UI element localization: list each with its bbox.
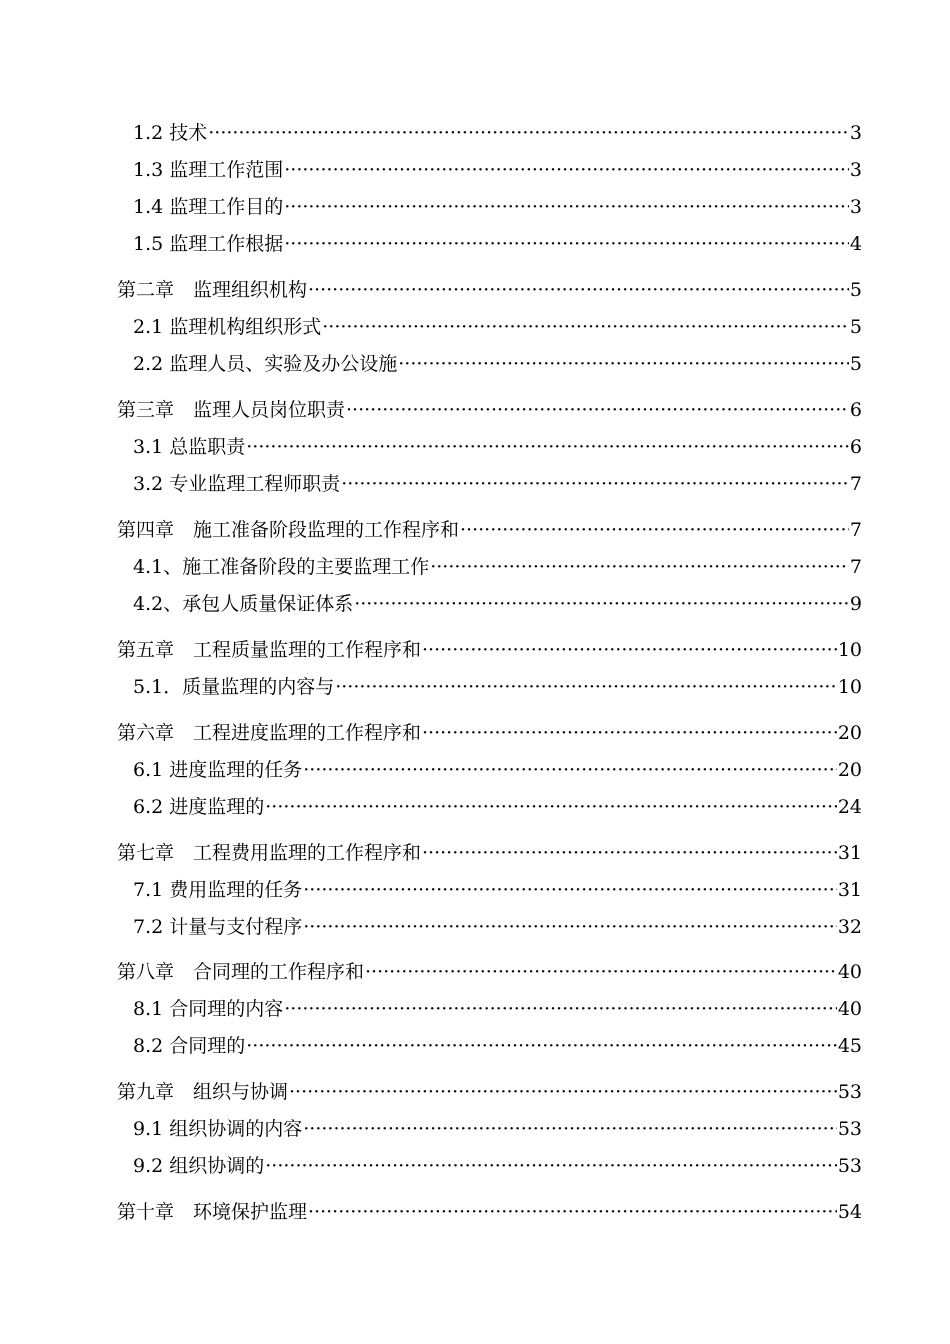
toc-chapter-label: 第九章 组织与协调 bbox=[117, 1081, 289, 1103]
toc-page-number: 4 bbox=[849, 233, 862, 255]
toc-entry-7-2[interactable] bbox=[133, 913, 862, 941]
toc-leader-dots bbox=[341, 470, 849, 498]
toc-leader-dots bbox=[265, 1152, 837, 1180]
toc-page-number: 31 bbox=[837, 842, 862, 864]
toc-page-number: 6 bbox=[849, 399, 862, 421]
toc-entry-6-1[interactable] bbox=[133, 756, 862, 784]
toc-chapter-4[interactable] bbox=[117, 516, 862, 544]
toc-page-number: 53 bbox=[837, 1081, 862, 1103]
toc-leader-dots bbox=[430, 553, 849, 581]
toc-page-number: 10 bbox=[837, 676, 862, 698]
toc-entry-label: 9.1 组织协调的内容 bbox=[133, 1118, 303, 1140]
toc-leader-dots bbox=[365, 958, 837, 986]
toc-entry-label: 7.1 费用监理的任务 bbox=[133, 879, 303, 901]
toc-entry-1-4[interactable] bbox=[133, 193, 862, 221]
toc-leader-dots bbox=[322, 313, 849, 341]
toc-entry-4-1[interactable] bbox=[133, 553, 862, 581]
toc-page-number: 6 bbox=[849, 436, 862, 458]
toc-entry-label: 3.2 专业监理工程师职责 bbox=[133, 473, 341, 495]
toc-entry-label: 1.3 监理工作范围 bbox=[133, 159, 284, 181]
toc-leader-dots bbox=[289, 1078, 837, 1106]
toc-entry-label: 2.1 监理机构组织形式 bbox=[133, 316, 322, 338]
toc-leader-dots bbox=[284, 995, 837, 1023]
toc-leader-dots bbox=[303, 1115, 837, 1143]
toc-entry-label: 9.2 组织协调的 bbox=[133, 1155, 265, 1177]
toc-leader-dots bbox=[335, 673, 837, 701]
toc-chapter-10[interactable] bbox=[117, 1198, 862, 1226]
toc-leader-dots bbox=[422, 636, 837, 664]
toc-entry-7-1[interactable] bbox=[133, 876, 862, 904]
toc-entry-2-1[interactable] bbox=[133, 313, 862, 341]
toc-leader-dots bbox=[398, 350, 849, 378]
toc-page-number: 5 bbox=[849, 316, 862, 338]
toc-page-number: 20 bbox=[837, 722, 862, 744]
toc-entry-label: 4.1、施工准备阶段的主要监理工作 bbox=[133, 556, 430, 578]
toc-entry-label: 4.2、承包人质量保证体系 bbox=[133, 593, 354, 615]
toc-chapter-9[interactable] bbox=[117, 1078, 862, 1106]
toc-entry-9-2[interactable] bbox=[133, 1152, 862, 1180]
toc-chapter-label: 第二章 监理组织机构 bbox=[117, 279, 308, 301]
toc-chapter-label: 第十章 环境保护监理 bbox=[117, 1201, 308, 1223]
toc-page-number: 3 bbox=[849, 122, 862, 144]
toc-chapter-3[interactable] bbox=[117, 396, 862, 424]
toc-leader-dots bbox=[354, 590, 849, 618]
toc-leader-dots bbox=[303, 876, 837, 904]
toc-chapter-8[interactable] bbox=[117, 958, 862, 986]
toc-page-number: 40 bbox=[837, 998, 862, 1020]
toc-entry-label: 6.2 进度监理的 bbox=[133, 796, 265, 818]
toc-leader-dots bbox=[246, 1032, 837, 1060]
toc-entry-6-2[interactable] bbox=[133, 793, 862, 821]
toc-entry-label: 1.2 技术 bbox=[133, 122, 208, 144]
toc-leader-dots bbox=[246, 433, 849, 461]
toc-entry-1-3[interactable] bbox=[133, 156, 862, 184]
toc-chapter-5[interactable] bbox=[117, 636, 862, 664]
toc-chapter-label: 第三章 监理人员岗位职责 bbox=[117, 399, 346, 421]
toc-leader-dots bbox=[422, 719, 837, 747]
toc-entry-label: 7.2 计量与支付程序 bbox=[133, 916, 303, 938]
toc-entry-label: 2.2 监理人员、实验及办公设施 bbox=[133, 353, 398, 375]
toc-entry-8-2[interactable] bbox=[133, 1032, 862, 1060]
toc-leader-dots bbox=[460, 516, 849, 544]
toc-entry-label: 3.1 总监职责 bbox=[133, 436, 246, 458]
toc-page-number: 7 bbox=[849, 473, 862, 495]
toc-leader-dots bbox=[308, 1198, 837, 1226]
toc-leader-dots bbox=[303, 756, 837, 784]
toc-chapter-label: 第八章 合同理的工作程序和 bbox=[117, 961, 365, 983]
toc-chapter-label: 第六章 工程进度监理的工作程序和 bbox=[117, 722, 422, 744]
toc-entry-label: 6.1 进度监理的任务 bbox=[133, 759, 303, 781]
toc-page-number: 53 bbox=[837, 1155, 862, 1177]
toc-page-number: 31 bbox=[837, 879, 862, 901]
toc-page-number: 7 bbox=[849, 519, 862, 541]
toc-chapter-label: 第七章 工程费用监理的工作程序和 bbox=[117, 842, 422, 864]
toc-leader-dots bbox=[284, 230, 849, 258]
toc-page-number: 3 bbox=[849, 196, 862, 218]
toc-entry-label: 8.1 合同理的内容 bbox=[133, 998, 284, 1020]
toc-chapter-2[interactable] bbox=[117, 276, 862, 304]
toc-page-number: 10 bbox=[837, 639, 862, 661]
toc-entry-1-2[interactable] bbox=[133, 119, 862, 147]
toc-entry-9-1[interactable] bbox=[133, 1115, 862, 1143]
toc-entry-3-1[interactable] bbox=[133, 433, 862, 461]
toc-page-number: 24 bbox=[837, 796, 862, 818]
toc-page-number: 53 bbox=[837, 1118, 862, 1140]
toc-entry-3-2[interactable] bbox=[133, 470, 862, 498]
toc-page-number: 9 bbox=[849, 593, 862, 615]
toc-entry-4-2[interactable] bbox=[133, 590, 862, 618]
toc-leader-dots bbox=[303, 913, 837, 941]
toc-page-number: 5 bbox=[849, 279, 862, 301]
toc-leader-dots bbox=[208, 119, 849, 147]
toc-page-number: 40 bbox=[837, 961, 862, 983]
toc-entry-label: 5.1．质量监理的内容与 bbox=[133, 676, 335, 698]
toc-page-number: 45 bbox=[837, 1035, 862, 1057]
toc-chapter-6[interactable] bbox=[117, 719, 862, 747]
toc-page-number: 5 bbox=[849, 353, 862, 375]
toc-leader-dots bbox=[346, 396, 849, 424]
toc-entry-label: 8.2 合同理的 bbox=[133, 1035, 246, 1057]
toc-entry-8-1[interactable] bbox=[133, 995, 862, 1023]
toc-entry-1-5[interactable] bbox=[133, 230, 862, 258]
toc-page-number: 7 bbox=[849, 556, 862, 578]
toc-page-number: 54 bbox=[837, 1201, 862, 1223]
toc-leader-dots bbox=[284, 156, 849, 184]
toc-leader-dots bbox=[284, 193, 849, 221]
toc-leader-dots bbox=[422, 839, 837, 867]
toc-page-number: 3 bbox=[849, 159, 862, 181]
toc-leader-dots bbox=[308, 276, 849, 304]
toc-entry-label: 1.5 监理工作根据 bbox=[133, 233, 284, 255]
toc-chapter-label: 第五章 工程质量监理的工作程序和 bbox=[117, 639, 422, 661]
toc-entry-5-1[interactable] bbox=[133, 673, 862, 701]
toc-page-number: 20 bbox=[837, 759, 862, 781]
toc-page-number: 32 bbox=[837, 916, 862, 938]
toc-chapter-label: 第四章 施工准备阶段监理的工作程序和 bbox=[117, 519, 460, 541]
toc-entry-2-2[interactable] bbox=[133, 350, 862, 378]
toc-chapter-7[interactable] bbox=[117, 839, 862, 867]
toc-leader-dots bbox=[265, 793, 837, 821]
toc-entry-label: 1.4 监理工作目的 bbox=[133, 196, 284, 218]
